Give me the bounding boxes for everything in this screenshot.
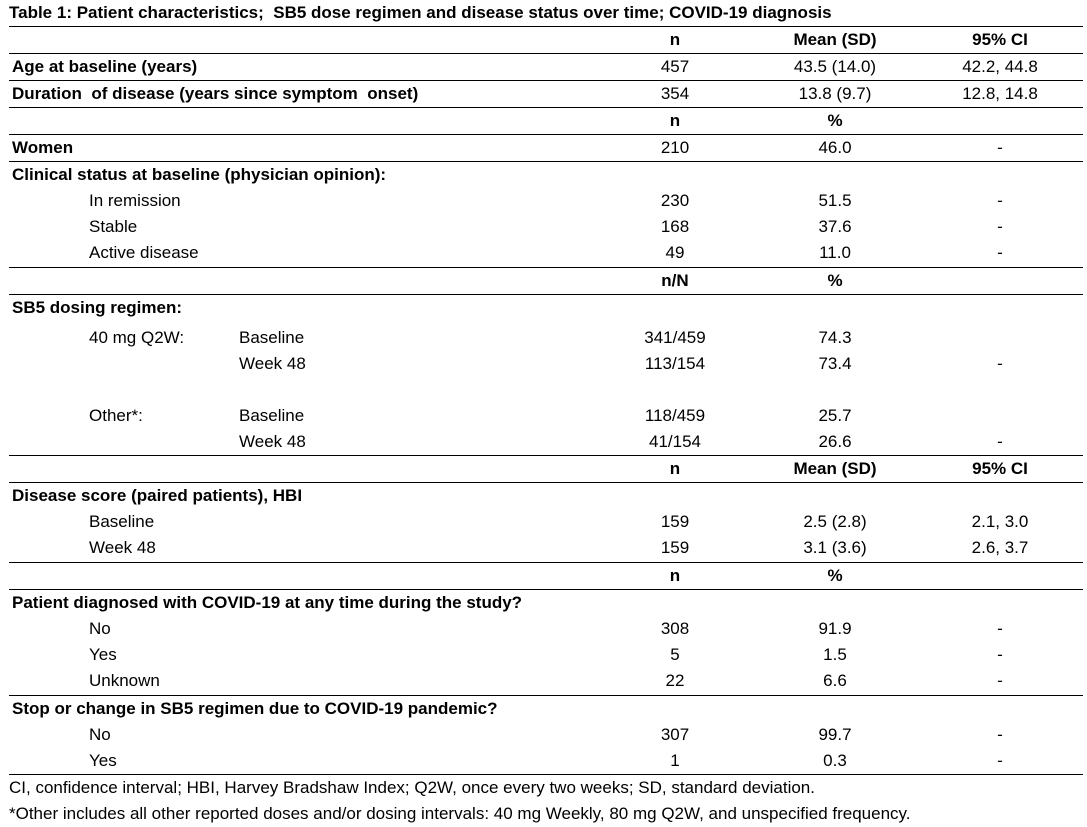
row-label: Baseline <box>239 406 305 425</box>
table-row <box>0 668 1087 694</box>
cell-ci: 42.2, 44.8 <box>962 57 1038 76</box>
cell-n: 5 <box>670 645 680 664</box>
section-label: Stop or change in SB5 regimen due to COVID-19 pandemic? <box>12 699 498 718</box>
row-label: No <box>89 725 111 744</box>
cell-pct: 37.6 <box>818 217 852 236</box>
table-row <box>0 351 1087 377</box>
cell-ci: - <box>997 432 1003 451</box>
cell-pct: 74.3 <box>818 328 852 347</box>
cell-n: 1 <box>670 751 680 770</box>
table-row <box>0 722 1087 748</box>
row-label: In remission <box>89 191 181 210</box>
col-pct-header: % <box>827 566 843 585</box>
section-label: Disease score (paired patients), HBI <box>12 486 303 505</box>
cell-n: 354 <box>660 84 690 103</box>
cell-ci: - <box>997 671 1003 690</box>
table-row <box>0 240 1087 266</box>
col-nN-header: n/N <box>661 271 689 290</box>
row-label: Active disease <box>89 243 199 262</box>
cell-n: 118/459 <box>644 406 706 425</box>
row-label: Yes <box>89 751 117 770</box>
col-ci-header: 95% CI <box>972 459 1028 478</box>
table-row <box>0 429 1087 455</box>
cell-n: 22 <box>665 671 685 690</box>
col-pct-header: % <box>827 111 843 130</box>
table-row <box>0 214 1087 240</box>
row-label: Yes <box>89 645 117 664</box>
row-label: Age at baseline (years) <box>12 57 198 76</box>
row-label: Baseline <box>239 328 305 347</box>
table-row <box>0 81 1087 107</box>
row-label: Baseline <box>89 512 155 531</box>
table-row <box>0 748 1087 774</box>
cell-ci: 2.6, 3.7 <box>971 538 1029 557</box>
cell-ci: 2.1, 3.0 <box>971 512 1029 531</box>
table-row <box>0 509 1087 535</box>
row-label: Week 48 <box>89 538 156 557</box>
cell-ci: - <box>997 751 1003 770</box>
section-label: Clinical status at baseline (physician opinion): <box>12 165 387 184</box>
col-mean-header: Mean (SD) <box>793 459 877 478</box>
row-label: Duration of disease (years since symptom onset) <box>12 84 419 103</box>
row-label: Stable <box>89 217 138 236</box>
table-row <box>0 54 1087 80</box>
cell-ci: - <box>997 243 1003 262</box>
cell-pct: 73.4 <box>818 354 852 373</box>
col-ci-header: 95% CI <box>972 30 1028 49</box>
cell-mean: 13.8 (9.7) <box>798 84 872 103</box>
section-heading <box>0 696 1087 722</box>
table-title: Table 1: Patient characteristics; SB5 dose regimen and disease status over time; COVID-19 diagnosis <box>9 3 832 22</box>
cell-pct: 25.7 <box>818 406 852 425</box>
row-label: Week 48 <box>239 354 306 373</box>
cell-ci: - <box>997 645 1003 664</box>
group-label: 40 mg Q2W: <box>89 328 185 347</box>
row-label: Unknown <box>89 671 160 690</box>
table-row <box>0 403 1087 429</box>
section-heading <box>0 590 1087 616</box>
cell-ci: - <box>997 138 1003 157</box>
cell-ci: - <box>997 217 1003 236</box>
cell-n: 308 <box>660 619 690 638</box>
col-pct-header: % <box>827 271 843 290</box>
section-label: Patient diagnosed with COVID-19 at any time during the study? <box>12 593 523 612</box>
cell-ci: - <box>997 725 1003 744</box>
cell-pct: 51.5 <box>818 191 852 210</box>
cell-pct: 1.5 <box>823 645 847 664</box>
col-n-header: n <box>669 30 681 49</box>
table-header-row <box>0 27 1087 53</box>
group-label: Other*: <box>89 406 143 425</box>
cell-n: 457 <box>660 57 690 76</box>
col-n-header: n <box>669 566 681 585</box>
cell-pct: 91.9 <box>818 619 852 638</box>
cell-n: 307 <box>660 725 690 744</box>
cell-mean: 2.5 (2.8) <box>803 512 867 531</box>
cell-n: 230 <box>660 191 690 210</box>
cell-n: 168 <box>660 217 690 236</box>
col-n-header: n <box>669 111 681 130</box>
table-row <box>0 642 1087 668</box>
row-label: Week 48 <box>239 432 306 451</box>
table-row <box>0 188 1087 214</box>
cell-pct: 6.6 <box>823 671 847 690</box>
section-heading <box>0 295 1087 321</box>
table-row <box>0 535 1087 561</box>
cell-mean: 3.1 (3.6) <box>803 538 867 557</box>
section-heading <box>0 483 1087 509</box>
footnote: *Other includes all other reported doses and/or dosing intervals: 40 mg Weekly, 80 mg Q2W, and unspecified frequency. <box>9 804 911 823</box>
table-row <box>0 325 1087 351</box>
cell-n: 210 <box>660 138 690 157</box>
cell-mean: 43.5 (14.0) <box>793 57 877 76</box>
table-header-row <box>0 563 1087 589</box>
cell-pct: 11.0 <box>819 243 851 262</box>
cell-pct: 26.6 <box>818 432 852 451</box>
cell-n: 159 <box>660 512 690 531</box>
cell-ci: - <box>997 191 1003 210</box>
cell-pct: 0.3 <box>823 751 847 770</box>
row-label: No <box>89 619 111 638</box>
cell-ci: - <box>997 619 1003 638</box>
row-label: Women <box>12 138 74 157</box>
cell-n: 49 <box>665 243 685 262</box>
table-header-row <box>0 268 1087 294</box>
section-heading <box>0 162 1087 188</box>
footnote: CI, confidence interval; HBI, Harvey Bradshaw Index; Q2W, once every two weeks; SD, standard deviation. <box>9 778 815 797</box>
section-label: SB5 dosing regimen: <box>12 298 183 317</box>
cell-n: 159 <box>660 538 690 557</box>
cell-n: 113/154 <box>644 354 706 373</box>
cell-pct: 46.0 <box>818 138 852 157</box>
col-mean-header: Mean (SD) <box>793 30 877 49</box>
cell-ci: - <box>997 354 1003 373</box>
cell-n: 41/154 <box>649 432 701 451</box>
table-row <box>0 135 1087 161</box>
table-header-row <box>0 108 1087 134</box>
table-row <box>0 616 1087 642</box>
cell-pct: 99.7 <box>818 725 852 744</box>
col-n-header: n <box>669 459 681 478</box>
table-header-row <box>0 456 1087 482</box>
cell-ci: 12.8, 14.8 <box>962 84 1038 103</box>
cell-n: 341/459 <box>644 328 706 347</box>
